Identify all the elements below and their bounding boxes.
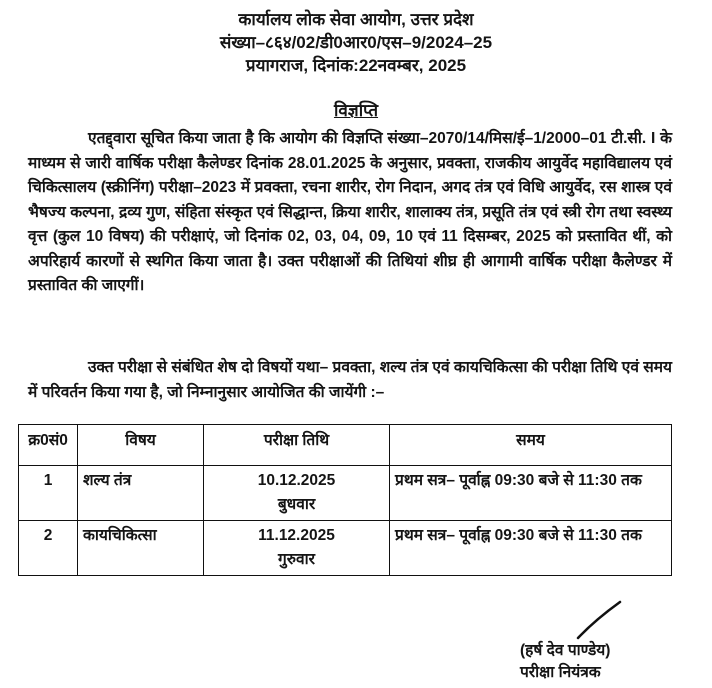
paragraph-2 — [28, 356, 672, 405]
table-row — [19, 466, 672, 521]
paragraph-1-text: एतद्द्वारा सूचित किया जाता है कि आयोग की विज्ञप्ति संख्या–2070/14/मिस/ई–1/2000–01 टी.सी. I के माध्यम से जारी वार्षिक परीक्षा कैलेण्डर दिनांक 28.01.2025 के अनुसार, प्रवक्ता, राजकीय आयुर्वेद महाविद्यालय एवं चिकित्सालय (स्क्रीनिंग) परीक्षा–2023 में प्रवक्ता, रचना शारीर, रोग निदान, अगद तंत्र एवं विधि आयुर्वेद, रस शास्त्र एवं भैषज्य कल्पना, द्रव्य गुण, संहिता संस्कृत एवं सिद्धान्त, क्रिया शारीर, शालाक्य तंत्र, प्रसूति तंत्र एवं स्त्री रोग तथा स्वस्थ्य वृत्त (कुल 10 विषय) की परीक्षाएं, जो दिनांक 02, 03, 04, 09, 10 एवं 11 दिसम्बर, 2025 को प्रस्तावित थीं, को अपरिहार्य कारणों से स्थगित किया जाता है। उक्त परीक्षाओं की तिथियां शीघ्र ही आगामी वार्षिक परीक्षा कैलेण्डर में प्रस्तावित की जाएगीं। — [28, 130, 672, 294]
header-date: परीक्षा तिथि — [204, 425, 390, 466]
date-text: 11.12.2025 — [258, 527, 335, 544]
cell-date — [204, 466, 390, 521]
day-text: बुधवार — [277, 496, 316, 513]
signatory-designation: परीक्षा नियंत्रक — [520, 664, 601, 681]
signatory-name: (हर्ष देव पाण्डेय) — [520, 642, 611, 659]
cell-time: प्रथम सत्र– पूर्वाह्न 09:30 बजे से 11:30 तक — [390, 521, 672, 576]
table-header-row — [19, 425, 672, 466]
signature-mark — [575, 598, 625, 640]
header-sno: क्र0सं0 — [19, 425, 78, 466]
notice-title-text: विज्ञप्ति — [333, 101, 379, 120]
table-row — [19, 521, 672, 576]
paragraph-2-text: उक्त परीक्षा से संबंधित शेष दो विषयों यथा– प्रवक्ता, शल्य तंत्र एवं कायचिकित्सा की परीक्षा तिथि एवं समय में परिवर्तन किया गया है, जो निम्नानुसार आयोजित की जायेंगी :– — [28, 359, 672, 401]
office-name: कार्यालय लोक सेवा आयोग, उत्तर प्रदेश — [238, 10, 474, 29]
paragraph-1 — [28, 127, 672, 299]
cell-subject: शल्य तंत्र — [78, 466, 204, 521]
cell-sno: 2 — [19, 521, 78, 576]
cell-sno: 1 — [19, 466, 78, 521]
cell-subject: कायचिकित्सा — [78, 521, 204, 576]
cell-date — [204, 521, 390, 576]
reference-number: संख्या–८६४/02/डी0आर0/एस–9/2024–25 — [219, 33, 493, 52]
cell-time: प्रथम सत्र– पूर्वाह्न 09:30 बजे से 11:30 तक — [390, 466, 672, 521]
exam-schedule-table — [18, 424, 672, 576]
place-date: प्रयागराज, दिनांक:22नवम्बर, 2025 — [245, 56, 467, 75]
header-time: समय — [390, 425, 672, 466]
header-subject: विषय — [78, 425, 204, 466]
day-text: गुरुवार — [278, 551, 315, 568]
date-text: 10.12.2025 — [257, 472, 336, 489]
notice-title — [0, 98, 712, 121]
